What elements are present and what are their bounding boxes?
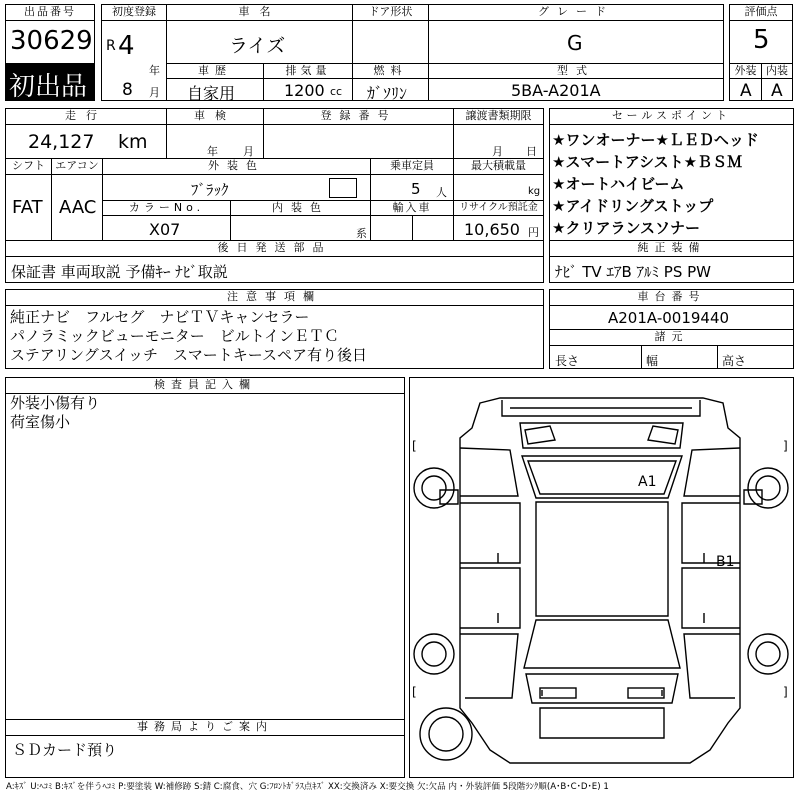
- model-code-cell: [428, 78, 724, 101]
- tailgate-plate-right: [628, 688, 664, 698]
- exterior-color-header: 外装色: [102, 158, 371, 175]
- inspection-year-unit: 年: [207, 145, 218, 158]
- displacement-header: 排気量: [263, 63, 353, 79]
- interior-color-cell: [230, 215, 371, 241]
- shift-header: シフト: [5, 158, 52, 175]
- import-cell: [370, 215, 454, 241]
- color-checkbox: [329, 178, 357, 198]
- exterior-score-header: 外装: [729, 63, 762, 79]
- dimensions-header: 諸元: [549, 329, 794, 346]
- left-rear-wheel: [414, 634, 454, 674]
- registration-month: 8: [122, 80, 133, 100]
- equipment: ﾅﾋﾞ TV ｴｱB ｱﾙﾐ PS PW: [555, 263, 711, 281]
- chassis-cell: [549, 305, 794, 330]
- left-front-wheel: [414, 468, 454, 508]
- recycle-cell: [453, 215, 544, 241]
- color-no-cell: [102, 215, 231, 241]
- accessories-header: 後日発送部品: [5, 240, 544, 257]
- aircon-cell: [51, 174, 103, 241]
- recycle-amount: 10,650: [464, 220, 520, 239]
- car-diagram: [410, 378, 793, 777]
- recycle-header: リサイクル預託金: [453, 200, 544, 216]
- dimensions-cell: [549, 345, 794, 369]
- right-rear-wheel: [748, 634, 788, 674]
- fuel: ｶﾞｿﾘﾝ: [367, 84, 408, 103]
- dimension-length-label: 長さ: [555, 354, 580, 368]
- transfer-day-unit: 日: [526, 145, 537, 158]
- inspector-notes-cell: [5, 393, 405, 720]
- selling-points-cell: [549, 124, 794, 241]
- chassis-header: 車台番号: [549, 289, 794, 306]
- history-cell: [166, 78, 264, 101]
- inspection-header: 車検: [166, 108, 264, 125]
- registration-year: 4: [118, 31, 135, 61]
- office-notice-header: 事務局よりご案内: [5, 719, 405, 736]
- spare-tire: [420, 708, 472, 760]
- score-header: 評価点: [729, 4, 793, 21]
- registration-header: 初度登録: [101, 4, 167, 21]
- displacement-cell: [263, 78, 353, 101]
- bracket-marks: [542, 690, 662, 696]
- interior-score: A: [771, 81, 783, 101]
- notes-cell: [5, 305, 544, 369]
- import-divider: [412, 215, 413, 241]
- max-load-cell: [453, 174, 544, 201]
- rear-window: [524, 620, 680, 668]
- door-handle: [498, 553, 704, 623]
- first-listing-label: 初出品: [9, 72, 88, 102]
- fuel-header: 燃料: [352, 63, 429, 79]
- dimension-divider: [641, 345, 642, 369]
- accessories-cell: [5, 256, 544, 283]
- history-header: 車歴: [166, 63, 264, 79]
- windshield: [522, 456, 682, 498]
- right-rear-wheel-hub: [756, 642, 780, 666]
- bracket-right-bottom: ]: [783, 685, 788, 699]
- model-code-header: 型式: [428, 63, 724, 79]
- exterior-color-cell: [102, 174, 371, 201]
- car-name-header: 車名: [166, 4, 353, 21]
- exterior-color: ﾌﾞﾗｯｸ: [191, 181, 229, 199]
- displacement-unit: cc: [330, 85, 343, 98]
- import-header: 輸入車: [370, 200, 454, 216]
- spare-tire-hub: [429, 717, 463, 751]
- history: 自家用: [187, 84, 236, 103]
- right-rear-fender: [684, 634, 740, 698]
- selling-points-list: [552, 129, 759, 239]
- lot-number-cell: [5, 20, 95, 64]
- dimension-divider: [717, 345, 718, 369]
- exterior-score-cell: [729, 78, 762, 101]
- bracket-left-bottom: [: [412, 685, 417, 699]
- notes-lines: [10, 308, 367, 365]
- registration-cell: [101, 20, 167, 101]
- bracket-right-top: ]: [783, 439, 788, 453]
- inspector-notes-lines: [10, 394, 100, 432]
- right-front-fender: [684, 448, 740, 496]
- dimension-height-label: 高さ: [722, 354, 747, 368]
- grade-cell: [428, 20, 724, 64]
- color-no-header: カラーNo.: [102, 200, 231, 216]
- mileage: 24,127: [28, 131, 95, 153]
- interior-color-header: 内装色: [230, 200, 371, 216]
- car-name-cell: [166, 20, 353, 64]
- note-line: パノラミックビューモニター ビルトインＥＴＣ: [10, 327, 339, 345]
- registration-era: R: [106, 38, 116, 54]
- interior-color-unit: 系: [356, 227, 367, 240]
- office-notice-cell: [5, 735, 405, 778]
- capacity-cell: [370, 174, 454, 201]
- car-name: ライズ: [229, 35, 286, 57]
- notes-header: 注意事項欄: [5, 289, 544, 306]
- registration-year-unit: 年: [149, 64, 160, 77]
- capacity-unit: 人: [436, 186, 447, 199]
- inspector-note-line: 外装小傷有り: [10, 394, 101, 412]
- inspector-notes-header: 検査員記入欄: [5, 377, 405, 394]
- selling-point-item: ★スマートアシスト★ＢＳＭ: [552, 153, 743, 171]
- lot-number: 30629: [10, 26, 93, 56]
- inspection-month-unit: 月: [243, 145, 254, 158]
- interior-score-header: 内装: [761, 63, 793, 79]
- left-front-fender: [460, 448, 518, 496]
- equipment-cell: [549, 256, 794, 283]
- fuel-cell: [352, 78, 429, 101]
- interior-score-cell: [761, 78, 793, 101]
- right-front-wheel-hub: [756, 476, 780, 500]
- aircon: AAC: [59, 197, 97, 218]
- selling-points-header: セールスポイント: [549, 108, 794, 125]
- roof: [536, 502, 668, 616]
- shift: FAT: [12, 197, 43, 218]
- right-rear-door: [682, 568, 740, 628]
- rear-bumper: [540, 708, 664, 738]
- score-cell: [729, 20, 793, 64]
- damage-mark-a1: A1: [638, 474, 657, 490]
- transfer-cell: [453, 124, 544, 159]
- model-code: 5BA-A201A: [511, 81, 601, 100]
- office-notice: ＳＤカード預り: [12, 741, 118, 759]
- damage-mark-b1: B1: [716, 554, 735, 570]
- mileage-cell: [5, 124, 167, 159]
- left-rear-wheel-hub: [422, 642, 446, 666]
- equipment-header: 純正装備: [549, 240, 794, 257]
- transfer-month-unit: 月: [492, 145, 503, 158]
- selling-point-item: ★ワンオーナー★ＬＥＤヘッド: [552, 131, 759, 149]
- headlight-left: [525, 426, 555, 444]
- transfer-header: 譲渡書類期限: [453, 108, 544, 125]
- left-rear-door: [460, 568, 520, 628]
- shift-cell: [5, 174, 52, 241]
- plate-cell: [263, 124, 454, 159]
- left-front-door: [460, 503, 520, 563]
- damage-code-legend: A:ｷｽﾞ U:ﾍｺﾐ B:ｷｽﾞを伴うﾍｺﾐ P:要塗装 W:補修跡 S:錆 C:腐食、穴 G:ﾌﾛﾝﾄｶﾞﾗｽ点ｷｽﾞ XX:交換済み X:要交換 欠:欠品 内・外装評価 5段階ﾗﾝｸ順(A･B･C･D･E) 1: [6, 782, 609, 792]
- score: 5: [753, 25, 770, 55]
- headlight-right: [648, 426, 678, 444]
- max-load-unit: kg: [528, 186, 541, 197]
- left-rear-fender: [460, 634, 518, 698]
- inspector-note-line: 荷室傷小: [10, 413, 71, 431]
- mileage-unit: km: [118, 131, 148, 153]
- plate-header: 登録番号: [263, 108, 454, 125]
- displacement: 1200: [284, 81, 325, 100]
- color-no: X07: [149, 220, 181, 239]
- registration-month-unit: 月: [149, 86, 160, 99]
- exterior-score: A: [740, 81, 752, 101]
- accessories: 保証書 車両取説 予備ｷｰ ﾅﾋﾞ取説: [11, 263, 228, 281]
- aircon-header: エアコン: [51, 158, 103, 175]
- door-type-header: ドア形状: [352, 4, 429, 21]
- capacity-header: 乗車定員: [370, 158, 454, 175]
- right-front-wheel: [748, 468, 788, 508]
- selling-point-item: ★アイドリングストップ: [552, 197, 714, 215]
- damage-diagram-frame: [409, 377, 794, 778]
- capacity: 5: [411, 180, 421, 198]
- note-line: ステアリングスイッチ スマートキースペア有り後日: [10, 346, 368, 364]
- inspection-cell: [166, 124, 264, 159]
- selling-point-item: ★クリアランスソナー: [552, 219, 700, 237]
- note-line: 純正ナビ フルセグ ナビＴＶキャンセラー: [10, 308, 310, 326]
- recycle-unit: 円: [528, 226, 539, 239]
- first-listing-badge: [5, 64, 95, 101]
- tailgate-plate-left: [540, 688, 576, 698]
- lot-number-header: 出品番号: [5, 4, 95, 21]
- left-front-wheel-hub: [422, 476, 446, 500]
- selling-point-item: ★オートハイビーム: [552, 175, 685, 193]
- max-load-header: 最大積載量: [453, 158, 544, 175]
- grade: G: [567, 31, 583, 55]
- dimension-width-label: 幅: [646, 354, 659, 368]
- bracket-left-top: [: [412, 439, 417, 453]
- mileage-header: 走行: [5, 108, 167, 125]
- chassis-number: A201A-0019440: [608, 309, 730, 327]
- door-type-cell: [352, 20, 429, 64]
- grade-header: グレード: [428, 4, 724, 21]
